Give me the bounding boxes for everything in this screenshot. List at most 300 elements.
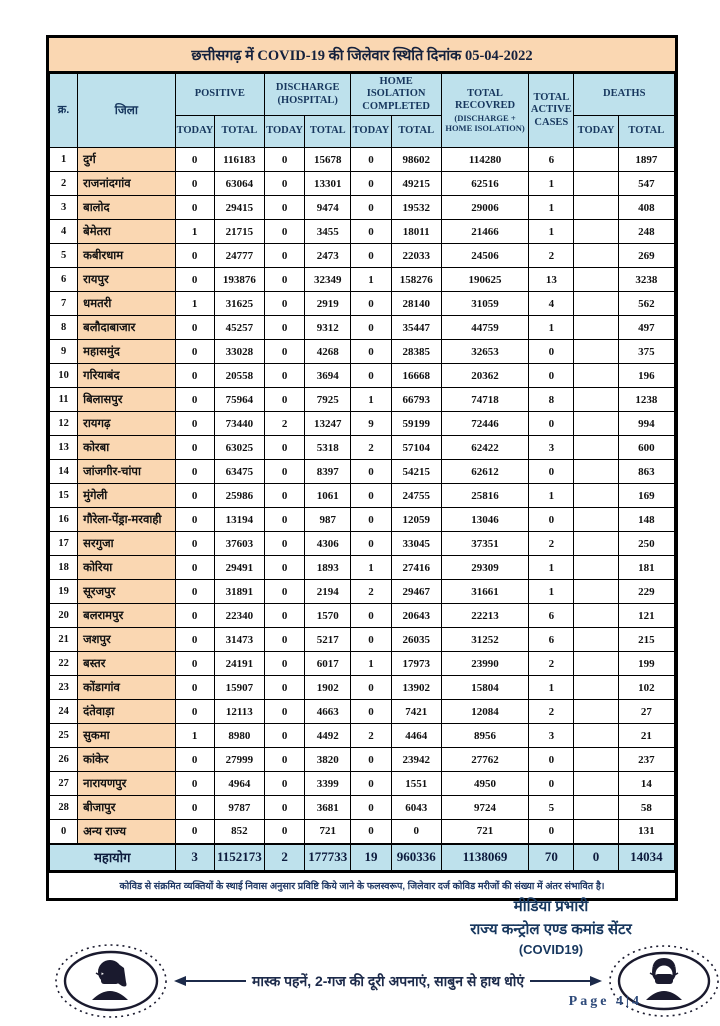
cell-home-isolation-total: 24755 <box>391 484 441 508</box>
cell-active-cases: 2 <box>529 532 574 556</box>
row-serial: 19 <box>50 580 78 604</box>
cell-positive-today: 0 <box>175 340 214 364</box>
total-discharge-today: 2 <box>264 844 304 871</box>
table-row <box>50 484 675 508</box>
cell-active-cases: 13 <box>529 268 574 292</box>
row-district: सरगुजा <box>78 532 175 556</box>
cell-discharge-today: 0 <box>264 820 304 844</box>
grand-total-row <box>50 844 675 871</box>
cell-home-isolation-today: 2 <box>351 724 391 748</box>
row-serial: 12 <box>50 412 78 436</box>
cell-positive-total: 29491 <box>214 556 264 580</box>
row-district: गौरेला-पेंड्रा-मरवाही <box>78 508 175 532</box>
row-district: बस्तर <box>78 652 175 676</box>
cell-deaths-today <box>574 628 618 652</box>
cell-home-isolation-today: 0 <box>351 460 391 484</box>
row-district: कांकेर <box>78 748 175 772</box>
table-row <box>50 364 675 388</box>
cell-deaths-today <box>574 292 618 316</box>
cell-total-recovered: 21466 <box>441 220 528 244</box>
cell-positive-total: 4964 <box>214 772 264 796</box>
cell-active-cases: 1 <box>529 484 574 508</box>
cell-discharge-today: 0 <box>264 556 304 580</box>
header-total-recovered-sub: (DISCHARGE + HOME ISOLATION) <box>445 112 525 133</box>
cell-deaths-total: 148 <box>618 508 674 532</box>
row-serial: 25 <box>50 724 78 748</box>
cell-discharge-today: 0 <box>264 172 304 196</box>
org-command-center: राज्य कन्ट्रोल एण्ड कमांड सेंटर <box>470 921 632 938</box>
cell-total-recovered: 114280 <box>441 148 528 172</box>
cell-positive-today: 0 <box>175 820 214 844</box>
cell-active-cases: 1 <box>529 172 574 196</box>
row-district: कोंडागांव <box>78 676 175 700</box>
cell-active-cases: 5 <box>529 796 574 820</box>
cell-home-isolation-today: 0 <box>351 532 391 556</box>
cell-deaths-total: 547 <box>618 172 674 196</box>
cell-deaths-today <box>574 436 618 460</box>
cell-home-isolation-total: 26035 <box>391 628 441 652</box>
cell-positive-today: 0 <box>175 316 214 340</box>
covid-district-table <box>49 73 675 871</box>
cell-discharge-total: 1902 <box>305 676 351 700</box>
row-district: जशपुर <box>78 628 175 652</box>
row-serial: 8 <box>50 316 78 340</box>
cell-active-cases: 6 <box>529 148 574 172</box>
cell-positive-today: 0 <box>175 532 214 556</box>
cell-home-isolation-total: 28140 <box>391 292 441 316</box>
cell-home-isolation-today: 0 <box>351 220 391 244</box>
row-serial: 23 <box>50 676 78 700</box>
cell-home-isolation-today: 0 <box>351 364 391 388</box>
cell-active-cases: 2 <box>529 652 574 676</box>
table-row <box>50 796 675 820</box>
cell-positive-total: 12113 <box>214 700 264 724</box>
cell-positive-total: 25986 <box>214 484 264 508</box>
cell-deaths-today <box>574 460 618 484</box>
cell-discharge-total: 4663 <box>305 700 351 724</box>
cell-home-isolation-total: 28385 <box>391 340 441 364</box>
cell-discharge-total: 3455 <box>305 220 351 244</box>
row-serial: 10 <box>50 364 78 388</box>
mask-slogan-text: मास्क पहनें, 2-गज की दूरी अपनाएं, साबुन से हाथ धोएं <box>252 972 525 989</box>
cell-discharge-total: 2919 <box>305 292 351 316</box>
cell-discharge-total: 4306 <box>305 532 351 556</box>
cell-deaths-today <box>574 220 618 244</box>
row-serial: 15 <box>50 484 78 508</box>
cell-deaths-today <box>574 532 618 556</box>
cell-home-isolation-total: 27416 <box>391 556 441 580</box>
row-district: जांजगीर-चांपा <box>78 460 175 484</box>
row-serial: 17 <box>50 532 78 556</box>
header-positive-total: TOTAL <box>214 116 264 148</box>
table-row <box>50 532 675 556</box>
cell-total-recovered: 62612 <box>441 460 528 484</box>
row-serial: 5 <box>50 244 78 268</box>
cell-discharge-total: 1893 <box>305 556 351 580</box>
cell-deaths-today <box>574 508 618 532</box>
cell-active-cases: 1 <box>529 556 574 580</box>
cell-home-isolation-total: 0 <box>391 820 441 844</box>
cell-positive-total: 45257 <box>214 316 264 340</box>
row-serial: 9 <box>50 340 78 364</box>
row-district: गरियाबंद <box>78 364 175 388</box>
district-rows <box>50 148 675 844</box>
cell-active-cases: 0 <box>529 820 574 844</box>
row-serial: 21 <box>50 628 78 652</box>
cell-deaths-total: 863 <box>618 460 674 484</box>
left-arrow-icon <box>174 975 246 987</box>
cell-home-isolation-total: 49215 <box>391 172 441 196</box>
cell-positive-today: 0 <box>175 652 214 676</box>
cell-deaths-total: 199 <box>618 652 674 676</box>
cell-home-isolation-total: 29467 <box>391 580 441 604</box>
row-serial: 27 <box>50 772 78 796</box>
cell-positive-today: 0 <box>175 772 214 796</box>
cell-deaths-today <box>574 244 618 268</box>
cell-discharge-today: 0 <box>264 508 304 532</box>
cell-deaths-total: 994 <box>618 412 674 436</box>
row-district: दंतेवाड़ा <box>78 700 175 724</box>
masked-woman-icon <box>52 942 170 1020</box>
cell-discharge-total: 5318 <box>305 436 351 460</box>
cell-home-isolation-total: 98602 <box>391 148 441 172</box>
cell-discharge-today: 2 <box>264 412 304 436</box>
cell-home-isolation-total: 1551 <box>391 772 441 796</box>
cell-deaths-today <box>574 820 618 844</box>
cell-active-cases: 1 <box>529 580 574 604</box>
table-row <box>50 628 675 652</box>
cell-positive-today: 0 <box>175 604 214 628</box>
cell-home-isolation-today: 0 <box>351 316 391 340</box>
row-district: महासमुंद <box>78 340 175 364</box>
row-serial: 24 <box>50 700 78 724</box>
cell-discharge-today: 0 <box>264 436 304 460</box>
cell-deaths-today <box>574 316 618 340</box>
cell-active-cases: 0 <box>529 460 574 484</box>
row-district: रायपुर <box>78 268 175 292</box>
header-total-recovered-main: TOTAL RECOVRED <box>455 87 516 111</box>
table-row <box>50 292 675 316</box>
cell-home-isolation-today: 0 <box>351 676 391 700</box>
cell-deaths-today <box>574 148 618 172</box>
cell-positive-today: 0 <box>175 700 214 724</box>
header-district: जिला <box>78 74 175 148</box>
cell-positive-total: 63475 <box>214 460 264 484</box>
header-total-recovered <box>441 74 528 148</box>
cell-discharge-total: 5217 <box>305 628 351 652</box>
cell-deaths-today <box>574 268 618 292</box>
row-district: नारायणपुर <box>78 772 175 796</box>
header-discharge-today: TODAY <box>264 116 304 148</box>
row-district: दुर्ग <box>78 148 175 172</box>
cell-discharge-today: 0 <box>264 628 304 652</box>
row-serial: 14 <box>50 460 78 484</box>
header-deaths-today: TODAY <box>574 116 618 148</box>
cell-total-recovered: 12084 <box>441 700 528 724</box>
cell-deaths-total: 27 <box>618 700 674 724</box>
row-district: बलरामपुर <box>78 604 175 628</box>
cell-deaths-total: 14 <box>618 772 674 796</box>
cell-discharge-total: 4268 <box>305 340 351 364</box>
cell-deaths-total: 269 <box>618 244 674 268</box>
cell-positive-total: 37603 <box>214 532 264 556</box>
cell-total-recovered: 24506 <box>441 244 528 268</box>
cell-active-cases: 1 <box>529 196 574 220</box>
row-serial: 2 <box>50 172 78 196</box>
cell-home-isolation-today: 0 <box>351 484 391 508</box>
table-header <box>50 74 675 148</box>
cell-discharge-total: 8397 <box>305 460 351 484</box>
cell-discharge-today: 0 <box>264 676 304 700</box>
cell-positive-total: 75964 <box>214 388 264 412</box>
cell-discharge-total: 13301 <box>305 172 351 196</box>
cell-positive-total: 13194 <box>214 508 264 532</box>
cell-active-cases: 4 <box>529 292 574 316</box>
cell-home-isolation-total: 54215 <box>391 460 441 484</box>
cell-deaths-total: 21 <box>618 724 674 748</box>
cell-home-isolation-today: 2 <box>351 580 391 604</box>
cell-total-recovered: 23990 <box>441 652 528 676</box>
cell-discharge-total: 3820 <box>305 748 351 772</box>
cell-discharge-today: 0 <box>264 268 304 292</box>
cell-home-isolation-total: 16668 <box>391 364 441 388</box>
total-active-cases: 70 <box>529 844 574 871</box>
header-positive: POSITIVE <box>175 74 264 116</box>
cell-deaths-today <box>574 364 618 388</box>
cell-discharge-total: 7925 <box>305 388 351 412</box>
cell-total-recovered: 62516 <box>441 172 528 196</box>
cell-positive-today: 0 <box>175 460 214 484</box>
table-row <box>50 460 675 484</box>
table-row <box>50 700 675 724</box>
row-district: सूरजपुर <box>78 580 175 604</box>
cell-home-isolation-today: 0 <box>351 148 391 172</box>
cell-deaths-today <box>574 580 618 604</box>
cell-positive-today: 0 <box>175 148 214 172</box>
row-district: बेमेतरा <box>78 220 175 244</box>
cell-deaths-total: 250 <box>618 532 674 556</box>
cell-positive-total: 9787 <box>214 796 264 820</box>
cell-deaths-today <box>574 340 618 364</box>
cell-deaths-today <box>574 412 618 436</box>
total-discharge-total: 177733 <box>305 844 351 871</box>
cell-positive-total: 29415 <box>214 196 264 220</box>
cell-active-cases: 2 <box>529 244 574 268</box>
cell-home-isolation-total: 17973 <box>391 652 441 676</box>
header-deaths-total: TOTAL <box>618 116 674 148</box>
cell-discharge-total: 2194 <box>305 580 351 604</box>
cell-positive-today: 0 <box>175 628 214 652</box>
cell-discharge-total: 1061 <box>305 484 351 508</box>
cell-deaths-total: 375 <box>618 340 674 364</box>
cell-deaths-total: 248 <box>618 220 674 244</box>
cell-home-isolation-total: 35447 <box>391 316 441 340</box>
cell-deaths-total: 196 <box>618 364 674 388</box>
row-district: बालोद <box>78 196 175 220</box>
total-row-body <box>50 844 675 871</box>
cell-total-recovered: 31059 <box>441 292 528 316</box>
cell-home-isolation-total: 57104 <box>391 436 441 460</box>
table-row <box>50 436 675 460</box>
row-serial: 18 <box>50 556 78 580</box>
cell-home-isolation-today: 0 <box>351 628 391 652</box>
cell-total-recovered: 15804 <box>441 676 528 700</box>
cell-discharge-total: 32349 <box>305 268 351 292</box>
header-positive-today: TODAY <box>175 116 214 148</box>
cell-active-cases: 0 <box>529 508 574 532</box>
cell-positive-total: 8980 <box>214 724 264 748</box>
table-row <box>50 820 675 844</box>
cell-discharge-today: 0 <box>264 340 304 364</box>
header-discharge-total: TOTAL <box>305 116 351 148</box>
cell-deaths-total: 229 <box>618 580 674 604</box>
row-serial: 6 <box>50 268 78 292</box>
row-serial: 28 <box>50 796 78 820</box>
cell-deaths-today <box>574 676 618 700</box>
cell-discharge-today: 0 <box>264 196 304 220</box>
cell-discharge-today: 0 <box>264 724 304 748</box>
table-row <box>50 244 675 268</box>
cell-discharge-total: 3694 <box>305 364 351 388</box>
total-positive-today: 3 <box>175 844 214 871</box>
cell-home-isolation-today: 0 <box>351 772 391 796</box>
cell-deaths-total: 497 <box>618 316 674 340</box>
cell-home-isolation-today: 1 <box>351 268 391 292</box>
cell-discharge-total: 9474 <box>305 196 351 220</box>
cell-deaths-total: 102 <box>618 676 674 700</box>
table-row <box>50 508 675 532</box>
cell-home-isolation-total: 18011 <box>391 220 441 244</box>
cell-total-recovered: 8956 <box>441 724 528 748</box>
cell-total-recovered: 29309 <box>441 556 528 580</box>
cell-home-isolation-total: 13902 <box>391 676 441 700</box>
cell-discharge-today: 0 <box>264 292 304 316</box>
cell-home-isolation-today: 0 <box>351 172 391 196</box>
cell-discharge-total: 3681 <box>305 796 351 820</box>
cell-home-isolation-total: 7421 <box>391 700 441 724</box>
cell-active-cases: 1 <box>529 220 574 244</box>
cell-discharge-today: 0 <box>264 388 304 412</box>
cell-total-recovered: 27762 <box>441 748 528 772</box>
cell-deaths-today <box>574 796 618 820</box>
cell-positive-today: 0 <box>175 244 214 268</box>
row-district: राजनांदगांव <box>78 172 175 196</box>
header-home-isolation: HOME ISOLATION COMPLETED <box>351 74 441 116</box>
cell-home-isolation-total: 33045 <box>391 532 441 556</box>
cell-discharge-total: 15678 <box>305 148 351 172</box>
total-deaths-total: 14034 <box>618 844 674 871</box>
row-district: रायगढ़ <box>78 412 175 436</box>
cell-home-isolation-today: 0 <box>351 508 391 532</box>
cell-deaths-total: 131 <box>618 820 674 844</box>
cell-total-recovered: 13046 <box>441 508 528 532</box>
cell-home-isolation-today: 0 <box>351 244 391 268</box>
cell-total-recovered: 44759 <box>441 316 528 340</box>
cell-discharge-today: 0 <box>264 748 304 772</box>
cell-active-cases: 0 <box>529 748 574 772</box>
cell-total-recovered: 9724 <box>441 796 528 820</box>
cell-discharge-today: 0 <box>264 796 304 820</box>
cell-deaths-today <box>574 484 618 508</box>
cell-positive-today: 0 <box>175 388 214 412</box>
row-district: बिलासपुर <box>78 388 175 412</box>
cell-discharge-today: 0 <box>264 532 304 556</box>
row-district: कबीरधाम <box>78 244 175 268</box>
row-district: सुकमा <box>78 724 175 748</box>
header-home-isolation-total: TOTAL <box>391 116 441 148</box>
table-row <box>50 580 675 604</box>
row-serial: 22 <box>50 652 78 676</box>
cell-discharge-today: 0 <box>264 244 304 268</box>
cell-positive-total: 20558 <box>214 364 264 388</box>
cell-positive-today: 0 <box>175 676 214 700</box>
row-district: मुंगेली <box>78 484 175 508</box>
cell-total-recovered: 190625 <box>441 268 528 292</box>
cell-home-isolation-total: 22033 <box>391 244 441 268</box>
cell-total-recovered: 20362 <box>441 364 528 388</box>
cell-home-isolation-today: 0 <box>351 604 391 628</box>
table-row <box>50 748 675 772</box>
cell-deaths-today <box>574 196 618 220</box>
row-serial: 4 <box>50 220 78 244</box>
row-serial: 26 <box>50 748 78 772</box>
cell-total-recovered: 22213 <box>441 604 528 628</box>
table-row <box>50 412 675 436</box>
cell-home-isolation-today: 9 <box>351 412 391 436</box>
table-row <box>50 388 675 412</box>
cell-positive-today: 1 <box>175 724 214 748</box>
cell-discharge-today: 0 <box>264 460 304 484</box>
cell-active-cases: 1 <box>529 676 574 700</box>
grand-total-label: महायोग <box>50 844 176 871</box>
cell-home-isolation-total: 4464 <box>391 724 441 748</box>
cell-positive-total: 33028 <box>214 340 264 364</box>
cell-home-isolation-total: 19532 <box>391 196 441 220</box>
cell-home-isolation-total: 6043 <box>391 796 441 820</box>
cell-deaths-today <box>574 604 618 628</box>
header-total-active: TOTAL ACTIVE CASES <box>529 74 574 148</box>
cell-active-cases: 6 <box>529 628 574 652</box>
cell-active-cases: 3 <box>529 724 574 748</box>
cell-deaths-today <box>574 652 618 676</box>
cell-deaths-total: 58 <box>618 796 674 820</box>
cell-positive-total: 73440 <box>214 412 264 436</box>
header-serial: क्र. <box>50 74 78 148</box>
row-serial: 3 <box>50 196 78 220</box>
cell-positive-today: 1 <box>175 292 214 316</box>
row-district: कोरबा <box>78 436 175 460</box>
cell-home-isolation-total: 158276 <box>391 268 441 292</box>
cell-total-recovered: 25816 <box>441 484 528 508</box>
cell-positive-total: 116183 <box>214 148 264 172</box>
cell-discharge-today: 0 <box>264 772 304 796</box>
row-serial: 1 <box>50 148 78 172</box>
cell-positive-total: 63025 <box>214 436 264 460</box>
table-row <box>50 340 675 364</box>
row-district: धमतरी <box>78 292 175 316</box>
covid-table-frame <box>46 35 678 901</box>
cell-positive-total: 193876 <box>214 268 264 292</box>
cell-deaths-total: 169 <box>618 484 674 508</box>
cell-discharge-today: 0 <box>264 652 304 676</box>
cell-home-isolation-today: 2 <box>351 436 391 460</box>
total-deaths-today: 0 <box>574 844 618 871</box>
cell-discharge-total: 6017 <box>305 652 351 676</box>
cell-home-isolation-today: 0 <box>351 748 391 772</box>
cell-active-cases: 2 <box>529 700 574 724</box>
row-serial: 16 <box>50 508 78 532</box>
row-serial: 20 <box>50 604 78 628</box>
